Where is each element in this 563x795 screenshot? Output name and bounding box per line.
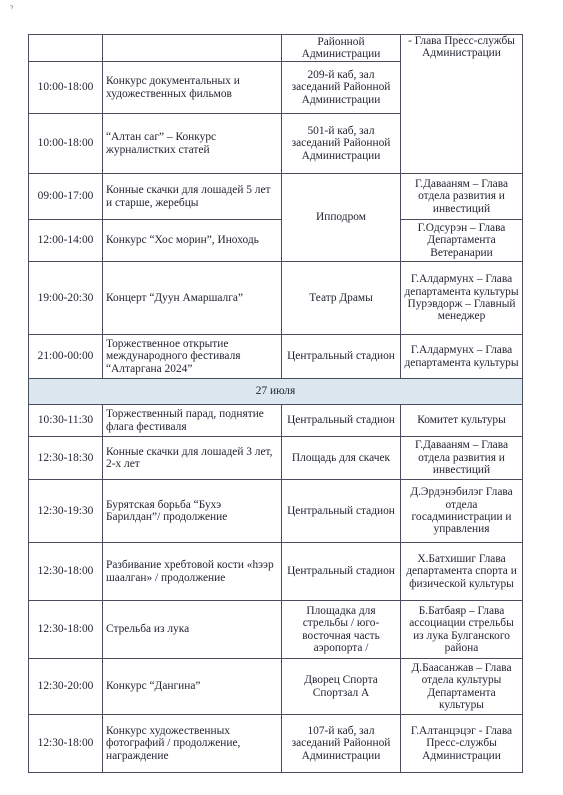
table-row — [29, 405, 523, 437]
table-row — [29, 480, 523, 543]
event-cell: Стрельба из лука — [103, 601, 282, 659]
time-cell: 12:00-14:00 — [29, 220, 103, 262]
scan-artifact: ⌝ — [6, 3, 15, 15]
table-row — [29, 659, 523, 715]
venue-cell: Центральный стадион — [282, 405, 401, 437]
date-heading: 27 июля — [29, 379, 523, 405]
responsible-cell: Г.Давааням – Глава отдела развития и инвестиций — [401, 437, 523, 480]
venue-cell: 107-й каб, зал заседаний Районной Администрации — [282, 715, 401, 773]
time-cell: 10:30-11:30 — [29, 405, 103, 437]
table-row — [29, 715, 523, 773]
time-cell: 12:30-18:00 — [29, 543, 103, 601]
table-row — [29, 174, 523, 220]
table-row — [29, 262, 523, 335]
event-cell — [103, 35, 282, 62]
venue-cell: Центральный стадион — [282, 480, 401, 543]
responsible-cell: Д.Эрдэнэбилэг Глава отдела госадминистрации и управления — [401, 480, 523, 543]
table-row — [29, 35, 523, 62]
venue-cell: Районной Администрации — [282, 35, 401, 62]
event-cell: Конкурс “Хос морин”, Иноходь — [103, 220, 282, 262]
responsible-cell: Комитет культуры — [401, 405, 523, 437]
time-cell: 12:30-20:00 — [29, 659, 103, 715]
venue-cell: Площадка для стрельбы / юго-восточная часть аэропорта / — [282, 601, 401, 659]
table-row — [29, 543, 523, 601]
time-cell: 12:30-18:30 — [29, 437, 103, 480]
time-cell: 09:00-17:00 — [29, 174, 103, 220]
time-cell: 12:30-18:00 — [29, 601, 103, 659]
responsible-cell: Г.Одсурэн – Глава Департамента Ветеранарии — [401, 220, 523, 262]
time-cell — [29, 35, 103, 62]
time-cell: 21:00-00:00 — [29, 335, 103, 379]
time-cell: 12:30-19:30 — [29, 480, 103, 543]
event-cell: Торжественный парад, поднятие флага фестиваля — [103, 405, 282, 437]
venue-cell: 501-й каб, зал заседаний Районной Администрации — [282, 114, 401, 174]
table-row — [29, 335, 523, 379]
event-cell: Торжественное открытие международного фестиваля “Алтаргана 2024” — [103, 335, 282, 379]
venue-cell: Театр Драмы — [282, 262, 401, 335]
event-cell: “Алтан саг” – Конкурс журналистких статей — [103, 114, 282, 174]
responsible-cell: Д.Баасанжав – Глава отдела культуры Департамента культуры — [401, 659, 523, 715]
time-cell: 12:30-18:00 — [29, 715, 103, 773]
responsible-cell: Г.Давааням – Глава отдела развития и инвестиций — [401, 174, 523, 220]
venue-cell: Центральный стадион — [282, 543, 401, 601]
event-cell: Бурятская борьба “Бухэ Барилдан”/ продолжение — [103, 480, 282, 543]
responsible-cell: Г.Алтанцэцэг - Глава Пресс-службы Администрации — [401, 715, 523, 773]
event-cell: Конные скачки для лошадей 3 лет, 2-х лет — [103, 437, 282, 480]
event-cell: Конные скачки для лошадей 5 лет и старше, жеребцы — [103, 174, 282, 220]
responsible-cell: Г.Алдармунх – Глава департамента культуры Пурэвдорж – Главный менеджер — [401, 262, 523, 335]
event-cell: Концерт “Дуун Амаршалга” — [103, 262, 282, 335]
time-cell: 19:00-20:30 — [29, 262, 103, 335]
venue-cell: Дворец Спорта Спортзал А — [282, 659, 401, 715]
responsible-cell: Г.Алдармунх – Глава департамента культуры — [401, 335, 523, 379]
responsible-cell: Х.Батхишиг Глава департамента спорта и физической культуры — [401, 543, 523, 601]
event-cell: Конкурс “Дангина” — [103, 659, 282, 715]
date-divider-row — [29, 379, 523, 405]
responsible-cell: - Глава Пресс-службы Администрации — [401, 35, 523, 174]
table-row — [29, 437, 523, 480]
venue-cell: 209-й каб, зал заседаний Районной Администрации — [282, 62, 401, 114]
venue-cell: Ипподром — [282, 174, 401, 262]
venue-cell: Площадь для скачек — [282, 437, 401, 480]
schedule-table — [28, 34, 523, 773]
table-row — [29, 601, 523, 659]
time-cell: 10:00-18:00 — [29, 62, 103, 114]
table-row — [29, 220, 523, 262]
responsible-cell: Б.Батбаяр – Глава ассоциации стрельбы из лука Булганского района — [401, 601, 523, 659]
event-cell: Конкурс документальных и художественных фильмов — [103, 62, 282, 114]
time-cell: 10:00-18:00 — [29, 114, 103, 174]
venue-cell: Центральный стадион — [282, 335, 401, 379]
event-cell: Разбивание хребтовой кости «һээр шаалган» / продолжение — [103, 543, 282, 601]
event-cell: Конкурс художественных фотографий / продолжение, награждение — [103, 715, 282, 773]
